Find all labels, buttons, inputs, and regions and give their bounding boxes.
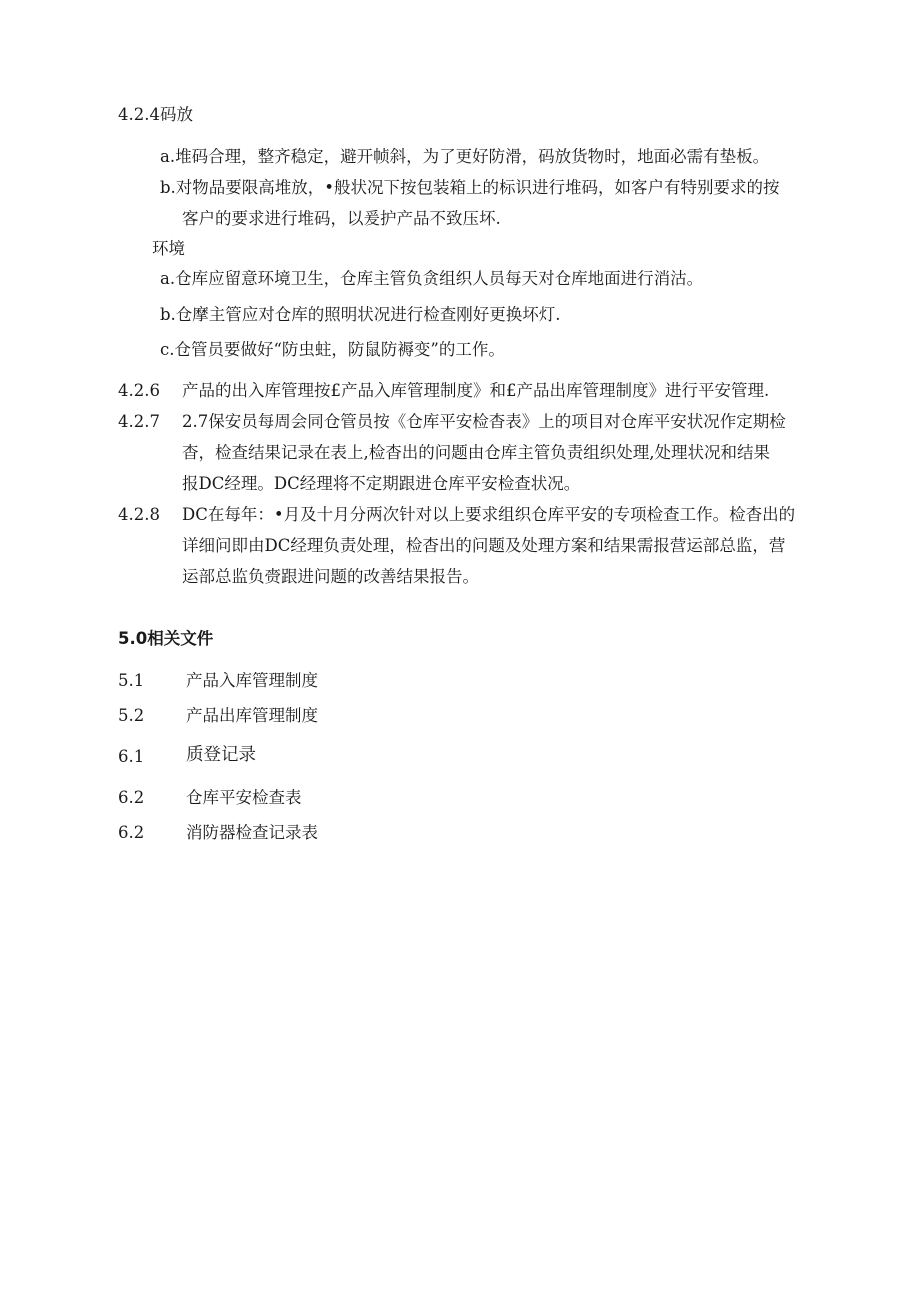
section-426-number: 4.2.6 bbox=[118, 381, 160, 400]
related-doc-title: 产品入库管理制度 bbox=[186, 671, 318, 690]
environment-item-a: a.仓库应留意环境卫生，仓库主管负贪组织人员每天对仓库地面进行消沽。 bbox=[160, 269, 704, 288]
record-title: 仓库平安检查表 bbox=[186, 788, 302, 807]
section-424-heading: 4.2.4码放 bbox=[118, 105, 193, 124]
section-427-line1: 2.7保安员每周会同仓管员按《仓库平安检杳表》上的项目对仓库平安状况作定期检 bbox=[182, 412, 786, 431]
section-427-number: 4.2.7 bbox=[118, 412, 160, 431]
record-number: 6.2 bbox=[118, 823, 145, 842]
related-doc-title: 产品出库管理制度 bbox=[186, 706, 318, 725]
record-number: 6.2 bbox=[118, 788, 145, 807]
section-428-line3: 运部总监负赍跟进问题的改善结果报告。 bbox=[182, 567, 479, 586]
section-426-text: 产品的出入库管理按£产品入库管理制度》和£产品出库管理制度》进行平安管理. bbox=[182, 381, 770, 400]
record-title: 质登记录 bbox=[186, 745, 256, 765]
stacking-item-a: a.堆码合理，整齐稳定，避开帧斜，为了更好防滑，码放货物时，地面必需有垫板。 bbox=[160, 147, 770, 166]
record-number: 6.1 bbox=[118, 747, 145, 766]
section-50-heading: 5.0相关文件 bbox=[118, 629, 214, 648]
section-428-line2: 详细问即由DC经理负责处理，检杳出的问题及处理方案和结果需报营运部总监，营 bbox=[182, 536, 786, 555]
section-428-line1: DC在每年：•月及十月分两次针对以上要求组织仓库平安的专项检查工作。检杳出的 bbox=[182, 505, 796, 524]
environment-item-b: b.仓摩主管应对仓库的照明状况进行检查刚好更换坏灯. bbox=[160, 305, 561, 324]
section-428-number: 4.2.8 bbox=[118, 505, 160, 524]
record-title: 消防器检查记录表 bbox=[186, 823, 318, 842]
related-doc-number: 5.2 bbox=[118, 706, 145, 725]
stacking-item-b-line1: b.对物品要限高堆放，•般状况下按包装箱上的标识进行堆码，如客户有特别要求的按 bbox=[160, 178, 780, 197]
environment-heading: 环境 bbox=[152, 239, 185, 258]
environment-item-c: c.仓管员要做好“防虫蛀，防鼠防褥变”的工作。 bbox=[160, 340, 505, 359]
stacking-item-b-line2: 客户的要求进行堆码，以爰护产品不致压坏. bbox=[182, 209, 501, 228]
section-427-line3: 报DC经理。DC经理将不定期跟进仓库平安检查状况。 bbox=[182, 474, 581, 493]
related-doc-number: 5.1 bbox=[118, 671, 145, 690]
section-427-line2: 杳，检查结果记录在表上,检杳出的问题由仓库主管负责组织处理,处理状况和结果 bbox=[182, 443, 770, 462]
